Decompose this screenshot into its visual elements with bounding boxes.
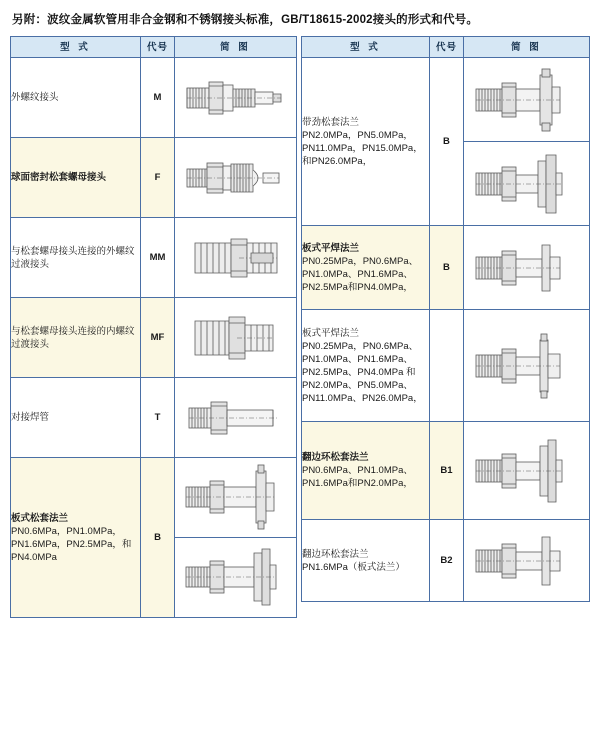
type-sublabel: PN0.6MPa，PN1.0MPa，PN1.6MPa，PN2.5MPa，和PN4.0MPa	[11, 525, 132, 563]
cell-code: F	[141, 138, 175, 218]
table-row	[11, 138, 297, 218]
type-label: 与松套螺母接头连接的外螺纹过液接头	[11, 245, 135, 270]
flared-ring-loose-flange-figure-1	[464, 428, 589, 514]
cell-type	[11, 218, 141, 298]
male-thread-connector-figure	[175, 68, 296, 128]
cell-figure	[463, 142, 589, 226]
cell-figure	[175, 538, 297, 618]
table-row	[301, 58, 589, 142]
header-type: 型 式	[11, 37, 141, 58]
cell-type	[11, 378, 141, 458]
cell-code: MF	[141, 298, 175, 378]
table-row	[11, 218, 297, 298]
cell-type	[11, 138, 141, 218]
ribbed-loose-flange-figure-2	[464, 145, 589, 223]
type-label: 板式平焊法兰	[301, 327, 359, 339]
type-label: 板式平焊法兰	[301, 242, 359, 254]
cell-type	[301, 310, 429, 422]
cell-type	[301, 226, 429, 310]
cell-figure	[175, 378, 297, 458]
type-label: 球面密封松套螺母接头	[11, 172, 107, 183]
table-row	[301, 422, 589, 520]
butt-weld-pipe-figure	[175, 390, 296, 446]
cell-figure	[463, 58, 589, 142]
cell-code: M	[141, 58, 175, 138]
type-label: 与松套螺母接头连接的内螺纹过渡接头	[11, 325, 135, 350]
type-label: 外螺纹接头	[11, 92, 59, 103]
table-row	[301, 310, 589, 422]
page-title: 另附：波纹金属软管用非合金钢和不锈钢接头标准，GB/T18615-2002接头的形式和代号。	[12, 14, 479, 26]
header-code: 代号	[141, 37, 175, 58]
cell-figure	[463, 520, 589, 602]
type-label: 板式松套法兰	[11, 512, 69, 524]
cell-code: B	[141, 458, 175, 618]
table-header-row	[11, 37, 297, 58]
plate-loose-flange-figure-1	[175, 461, 296, 535]
cell-code: B	[429, 58, 463, 226]
cell-type	[11, 58, 141, 138]
cell-type	[11, 458, 141, 618]
table-row	[11, 378, 297, 458]
table-row	[301, 520, 589, 602]
tables-container	[10, 36, 590, 618]
spherical-seal-union-nut-figure	[175, 148, 296, 208]
header-type: 型 式	[301, 37, 429, 58]
table-row	[11, 58, 297, 138]
table-row	[301, 226, 589, 310]
left-spec-table	[10, 36, 297, 618]
cell-figure	[175, 458, 297, 538]
header-figure: 简 图	[463, 37, 589, 58]
flared-ring-loose-flange-figure-2	[464, 525, 589, 597]
cell-figure	[463, 226, 589, 310]
plate-flat-weld-flange-figure-2	[464, 316, 589, 416]
cell-code: T	[141, 378, 175, 458]
right-spec-table	[301, 36, 590, 602]
type-sublabel: PN2.0MPa，PN5.0MPa，PN11.0MPa，PN15.0MPa，和PN26.0MPa，	[301, 129, 423, 167]
type-label: 带劲松套法兰	[301, 116, 359, 128]
table-header-row	[301, 37, 589, 58]
cell-figure	[175, 58, 297, 138]
plate-flat-weld-flange-figure-1	[464, 231, 589, 305]
cell-type	[301, 422, 429, 520]
cell-figure	[463, 310, 589, 422]
plate-loose-flange-figure-2	[175, 541, 296, 615]
cell-type	[11, 298, 141, 378]
type-sublabel: PN0.25MPa，PN0.6MPa、PN1.0MPa、PN1.6MPa、PN2.5MPa、PN4.0MPa 和PN2.0MPa、PN5.0MPa、PN11.0MPa、PN26.0MPa，	[301, 340, 423, 404]
table-row	[11, 298, 297, 378]
cell-figure	[175, 218, 297, 298]
internal-thread-transition-figure	[175, 309, 296, 367]
table-row	[11, 458, 297, 538]
type-sublabel: PN0.25MPa，PN0.6MPa、PN1.0MPa、PN1.6MPa、PN2.5MPa和PN4.0MPa，	[301, 255, 419, 293]
cell-code: B1	[429, 422, 463, 520]
cell-figure	[463, 422, 589, 520]
header-code: 代号	[429, 37, 463, 58]
type-label: 翻边环松套法兰	[301, 548, 369, 560]
cell-code	[429, 310, 463, 422]
type-sublabel: PN0.6MPa、PN1.0MPa、PN1.6MPa和PN2.0MPa，	[301, 465, 413, 489]
cell-type	[301, 58, 429, 226]
external-thread-transition-figure	[175, 229, 296, 287]
header-figure: 简 图	[175, 37, 297, 58]
cell-code: MM	[141, 218, 175, 298]
type-label: 翻边环松套法兰	[301, 452, 369, 463]
cell-figure	[175, 138, 297, 218]
type-sublabel: PN1.6MPa（板式法兰）	[301, 561, 405, 573]
type-label: 对接焊管	[11, 412, 50, 423]
cell-figure	[175, 298, 297, 378]
cell-type	[301, 520, 429, 602]
cell-code: B	[429, 226, 463, 310]
cell-code: B2	[429, 520, 463, 602]
ribbed-loose-flange-figure-1	[464, 61, 589, 139]
